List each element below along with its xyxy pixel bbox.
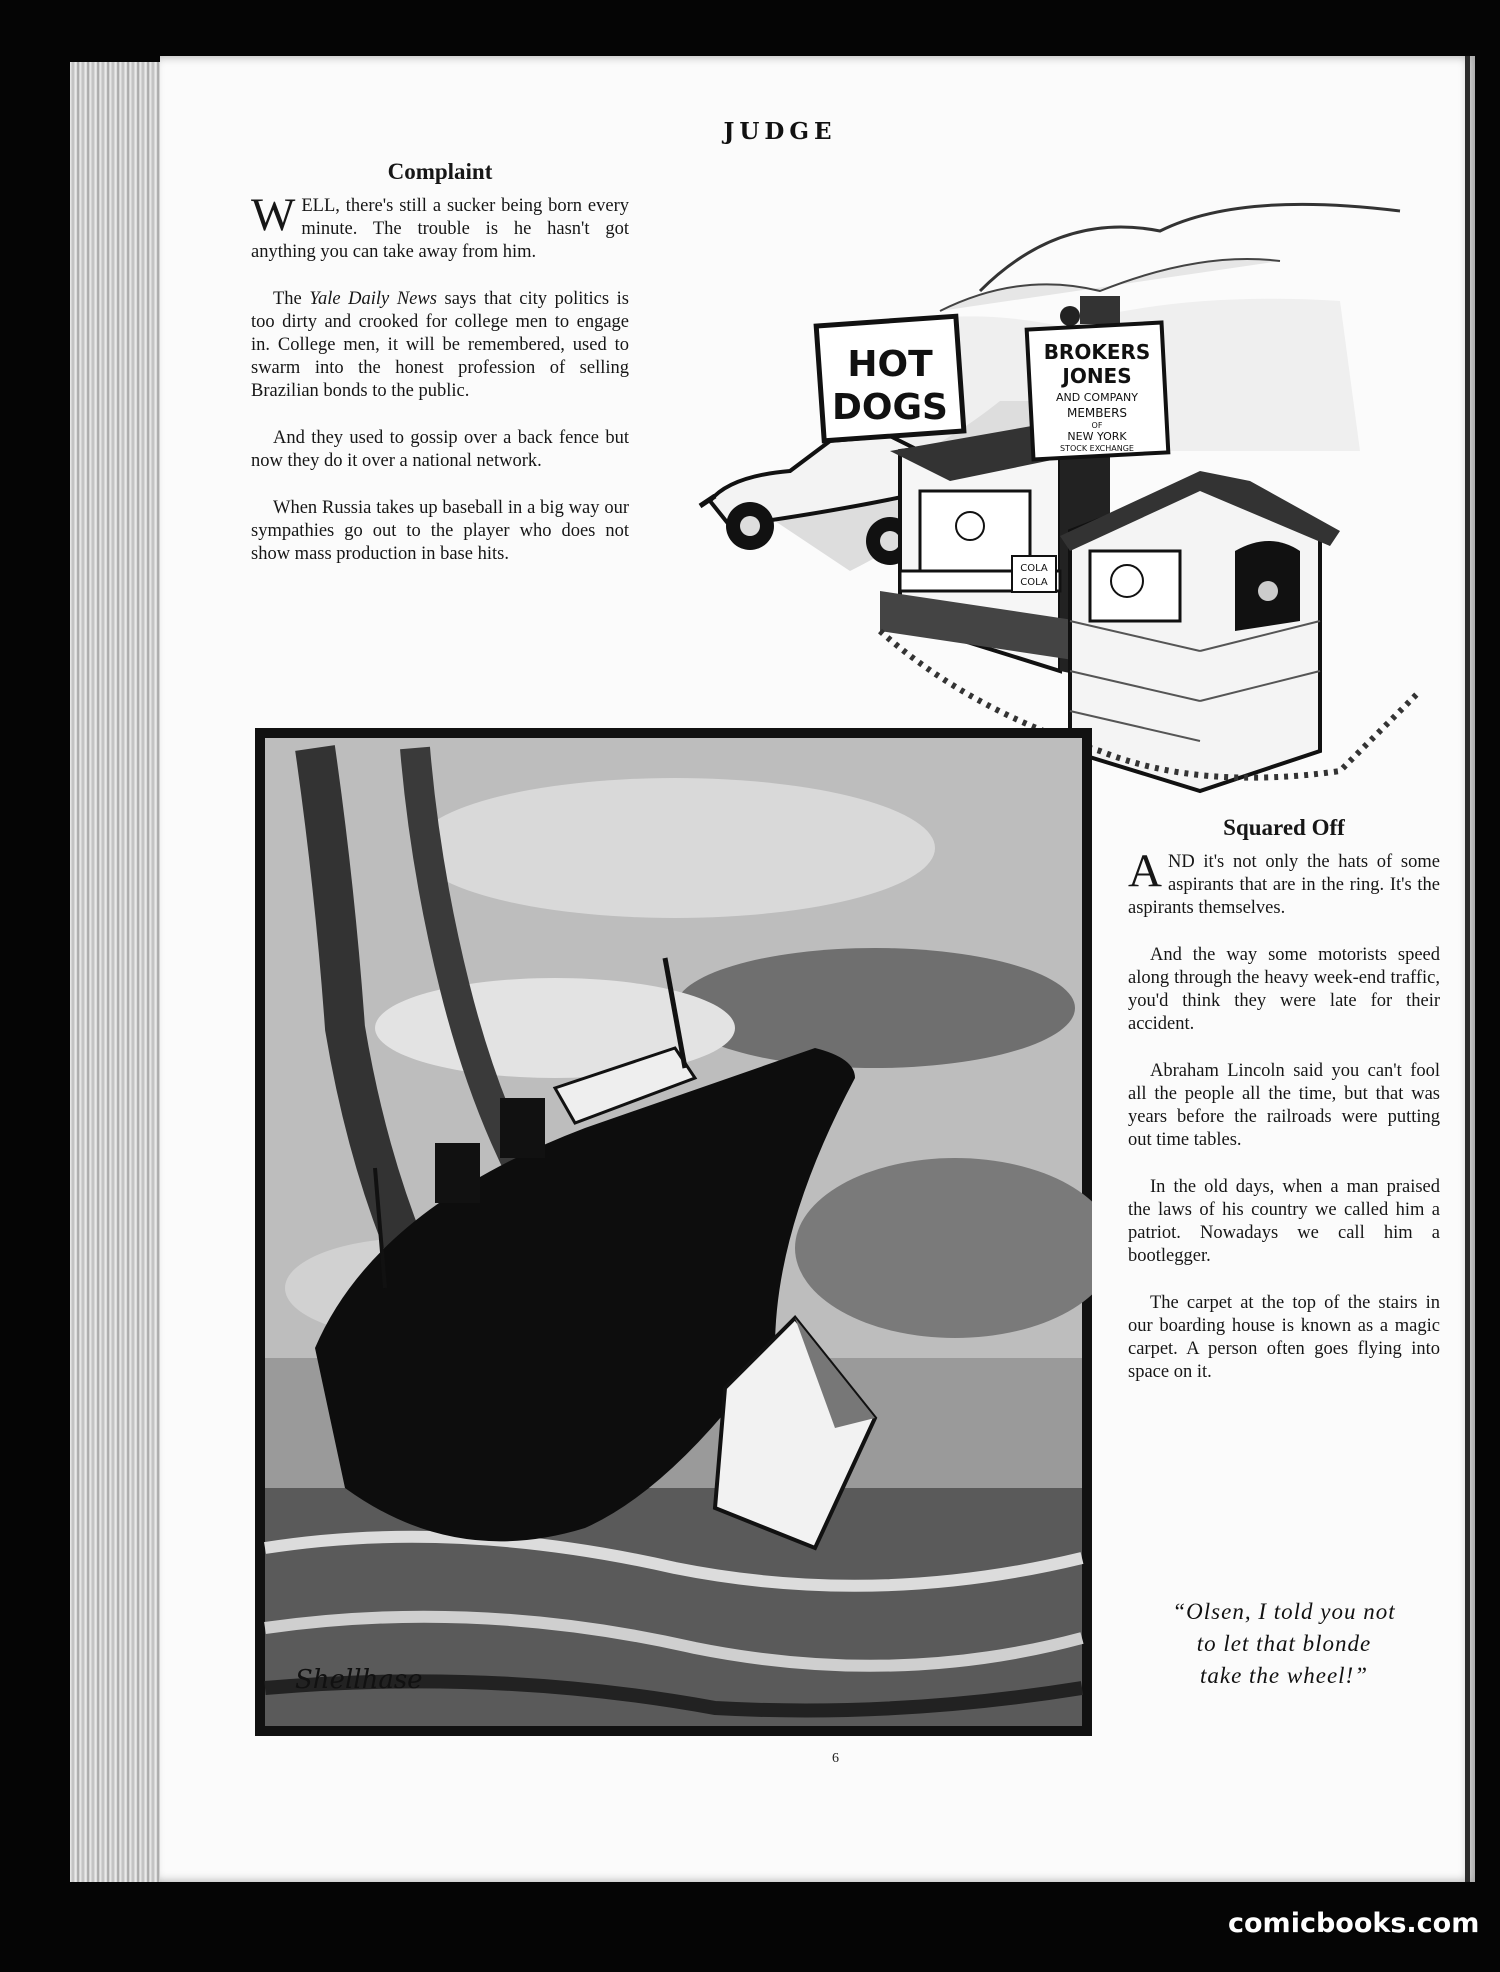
page-number: 6 (832, 1751, 839, 1766)
running-head: JUDGE (723, 118, 837, 145)
svg-text:STOCK EXCHANGE: STOCK EXCHANGE (1060, 444, 1134, 453)
complaint-column (251, 160, 629, 590)
complaint-paragraph-1: WELL, there's still a sucker being born every minute. The trouble is he hasn't got anything you can take away from him. (251, 189, 629, 262)
complaint-paragraph-3: And they used to gossip over a back fence but now they do it over a national network. (251, 428, 629, 471)
svg-text:COLA: COLA (1020, 563, 1048, 574)
complaint-paragraph-2: The Yale Daily News says that city politics is too dirty and crooked for college men to engage in. College men, it will be remembered, used to swarm into the honest profession of selling Brazilian bonds to the public. (251, 289, 630, 401)
svg-text:BROKERS: BROKERS (1043, 340, 1151, 364)
page-binding-edge (1465, 56, 1470, 1882)
squared-off-paragraph-5: The carpet at the top of the stairs in our boarding house is known as a magic carpet. A person often goes flying into space on it. (1128, 1293, 1440, 1382)
squared-off-column (1128, 816, 1440, 1408)
ship-caption: “Olsen, I told you not to let that blonde take the wheel!” (1172, 1599, 1396, 1688)
svg-text:COLA: COLA (1020, 577, 1048, 588)
squared-off-paragraph-1: AND it's not only the hats of some aspirants that are in the ring. It's the aspirants themselves. (1128, 845, 1440, 918)
brokers-booth (1060, 471, 1340, 791)
svg-text:AND COMPANY: AND COMPANY (1056, 391, 1138, 404)
brokers-sign (1027, 323, 1169, 460)
squared-off-title: Squared Off (1223, 815, 1345, 840)
svg-text:JONES: JONES (1062, 364, 1132, 388)
svg-text:OF: OF (1091, 421, 1103, 430)
artist-signature: Shellhase (295, 1665, 423, 1695)
svg-text:MEMBERS: MEMBERS (1066, 406, 1128, 420)
complaint-title: Complaint (387, 159, 493, 184)
squared-off-paragraph-3: Abraham Lincoln said you can't fool all the people all the time, but that was years before the railroads were putting out time tables. (1128, 1061, 1440, 1150)
hotdogs-sign (816, 316, 964, 440)
drop-cap: A (1128, 845, 1162, 897)
hotdogs-sign-line2: DOGS (832, 387, 948, 428)
drop-cap: W (251, 189, 296, 241)
magazine-page (160, 56, 1475, 1882)
watermark: comicbooks.com (1228, 1908, 1480, 1939)
cola-sign (1012, 556, 1056, 592)
book-page-edges (70, 62, 170, 1882)
squared-off-paragraph-4: In the old days, when a man praised the laws of his country we called him a patriot. Nowadays we call him a bootlegger. (1128, 1177, 1440, 1266)
ship-illustration (255, 728, 1092, 1736)
squared-off-paragraph-2: And the way some motorists speed along through the heavy week-end traffic, you'd think they were late for their accident. (1128, 945, 1440, 1034)
complaint-paragraph-4: When Russia takes up baseball in a big way our sympathies go out to the player who does not show mass production in base hits. (251, 498, 629, 564)
hotdogs-sign-line1: HOT (847, 344, 933, 385)
svg-text:NEW YORK: NEW YORK (1067, 430, 1127, 443)
